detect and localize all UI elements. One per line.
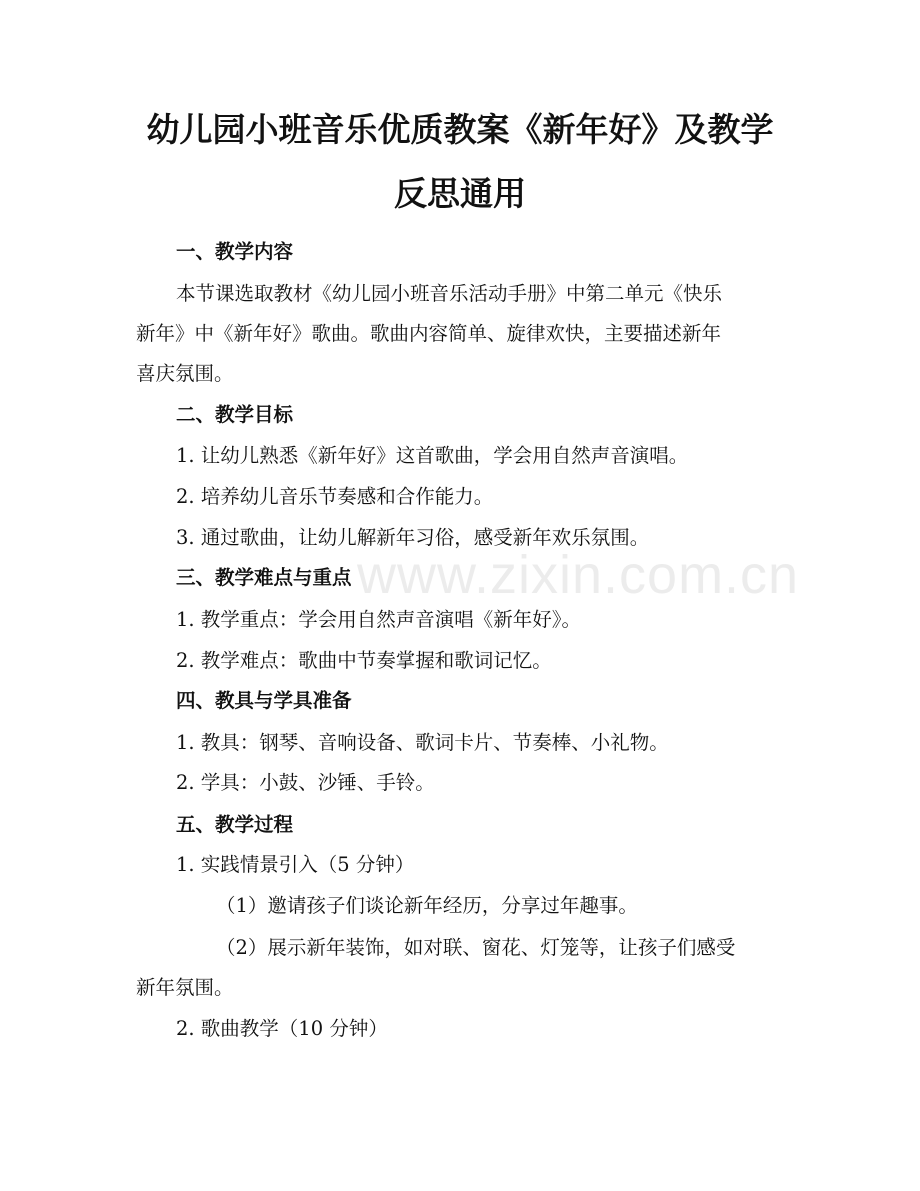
document-title-line-1: 幼儿园小班音乐优质教案《新年好》及教学 [146,110,774,149]
paragraph-line: 本节课选取教材《幼儿园小班音乐活动手册》中第二单元《快乐 [176,282,723,305]
list-subitem-continuation: 新年氛围。 [136,976,234,999]
list-item: 2. 培养幼儿音乐节奏感和合作能力。 [176,485,494,508]
list-item: 3. 通过歌曲，让幼儿解新年习俗，感受新年欢乐氛围。 [176,526,650,549]
list-item: 1. 实践情景引入（5 分钟） [176,853,415,876]
section-heading-materials: 四、教具与学具准备 [176,689,352,712]
paragraph-line: 喜庆氛围。 [136,362,234,385]
list-item: 2. 学具：小鼓、沙锤、手铃。 [176,771,435,794]
paragraph-line: 新年》中《新年好》歌曲。歌曲内容简单、旋律欢快，主要描述新年 [136,322,722,345]
document-title-line-2: 反思通用 [394,174,526,213]
list-subitem: （1）邀请孩子们谈论新年经历，分享过年趣事。 [216,894,638,917]
list-item: 1. 让幼儿熟悉《新年好》这首歌曲，学会用自然声音演唱。 [176,444,689,467]
site-watermark: www.zixin.com.cn [357,545,800,605]
section-heading-goals: 二、教学目标 [176,403,294,426]
section-heading-process: 五、教学过程 [176,813,294,836]
section-heading-content: 一、教学内容 [176,240,294,263]
list-item: 2. 教学难点：歌曲中节奏掌握和歌词记忆。 [176,649,552,672]
list-subitem: （2）展示新年装饰，如对联、窗花、灯笼等，让孩子们感受 [216,936,736,959]
list-item: 1. 教具：钢琴、音响设备、歌词卡片、节奏棒、小礼物。 [176,731,669,754]
list-item: 1. 教学重点：学会用自然声音演唱《新年好》。 [176,608,582,631]
list-item: 2. 歌曲教学（10 分钟） [176,1017,388,1040]
section-heading-key-points: 三、教学难点与重点 [176,566,352,589]
